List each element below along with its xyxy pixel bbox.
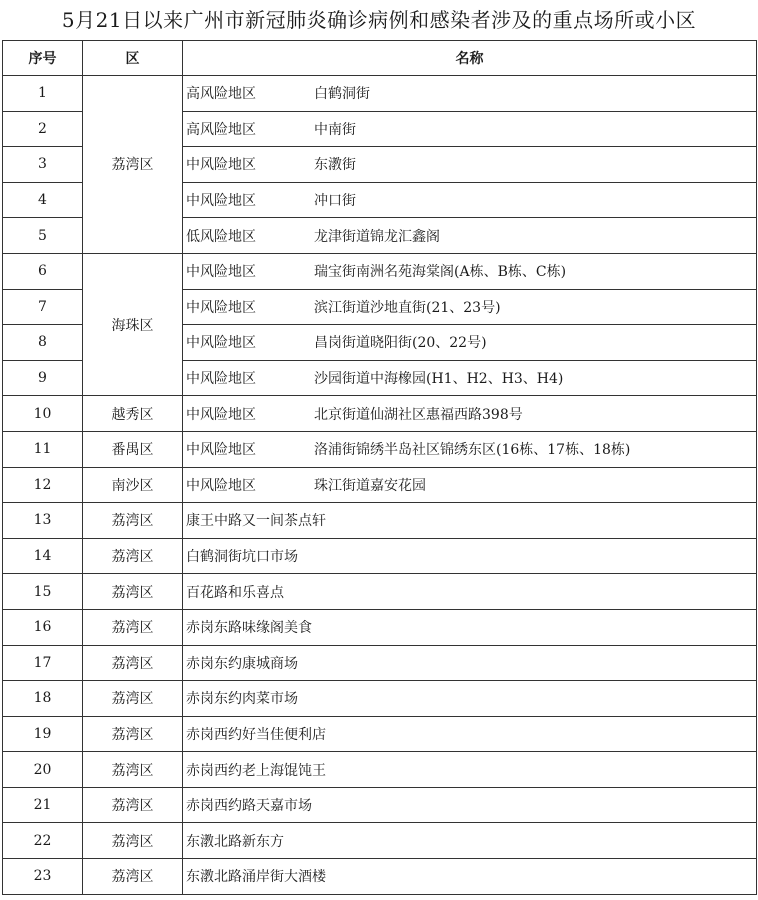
row-district: 荔湾区 <box>83 752 183 788</box>
row-district: 荔湾区 <box>83 574 183 610</box>
row-district: 荔湾区 <box>83 76 183 254</box>
row-name: 赤岗西约老上海馄饨王 <box>183 752 757 788</box>
row-name: 赤岗东约肉菜市场 <box>183 681 757 717</box>
table-body <box>3 76 757 895</box>
risk-level: 高风险地区 <box>186 121 256 138</box>
row-name-cell <box>183 396 757 432</box>
row-number: 1 <box>3 76 83 112</box>
row-district: 荔湾区 <box>83 859 183 895</box>
row-number: 17 <box>3 645 83 681</box>
row-number: 23 <box>3 859 83 895</box>
table-row <box>3 253 757 289</box>
row-name: 瑞宝街南洲名苑海棠阁(A栋、B栋、C栋) <box>314 264 567 281</box>
table-row <box>3 752 757 788</box>
risk-level: 中风险地区 <box>186 157 256 174</box>
row-number: 20 <box>3 752 83 788</box>
row-name: 珠江街道嘉安花园 <box>314 477 426 494</box>
risk-level: 中风险地区 <box>186 193 256 210</box>
table-row <box>3 609 757 645</box>
row-name: 赤岗东路味缘阁美食 <box>183 609 757 645</box>
row-name: 北京街道仙湖社区惠福西路398号 <box>314 406 523 423</box>
header-name: 名称 <box>183 41 757 76</box>
row-name: 白鹤洞街 <box>314 86 370 103</box>
row-district: 荔湾区 <box>83 609 183 645</box>
risk-level: 中风险地区 <box>186 371 256 388</box>
row-name: 赤岗西约好当佳便利店 <box>183 716 757 752</box>
row-number: 2 <box>3 111 83 147</box>
row-name: 赤岗东约康城商场 <box>183 645 757 681</box>
table-row <box>3 645 757 681</box>
table-row <box>3 681 757 717</box>
row-name-cell <box>183 325 757 361</box>
table-row <box>3 787 757 823</box>
row-name-cell <box>183 360 757 396</box>
risk-level: 低风险地区 <box>186 228 256 245</box>
row-district: 荔湾区 <box>83 645 183 681</box>
row-name-cell <box>183 289 757 325</box>
row-number: 4 <box>3 182 83 218</box>
row-name-cell <box>183 467 757 503</box>
row-name: 白鹤洞街坑口市场 <box>183 538 757 574</box>
row-district: 荔湾区 <box>83 787 183 823</box>
row-number: 6 <box>3 253 83 289</box>
risk-level: 中风险地区 <box>186 335 256 352</box>
row-name-cell <box>183 218 757 254</box>
row-district: 荔湾区 <box>83 538 183 574</box>
row-name: 东漖街 <box>314 157 356 174</box>
row-name: 康王中路又一间茶点轩 <box>183 503 757 539</box>
table-row <box>3 76 757 112</box>
places-table <box>2 40 757 895</box>
row-number: 11 <box>3 431 83 467</box>
row-number: 5 <box>3 218 83 254</box>
table-row <box>3 503 757 539</box>
row-name-cell <box>183 253 757 289</box>
risk-level: 高风险地区 <box>186 86 256 103</box>
row-name: 赤岗西约路天嘉市场 <box>183 787 757 823</box>
table-row <box>3 538 757 574</box>
row-number: 8 <box>3 325 83 361</box>
row-number: 19 <box>3 716 83 752</box>
table-row <box>3 431 757 467</box>
row-district: 海珠区 <box>83 253 183 395</box>
table-row <box>3 467 757 503</box>
row-name-cell <box>183 431 757 467</box>
row-name: 百花路和乐喜点 <box>183 574 757 610</box>
table-row <box>3 823 757 859</box>
row-name: 冲口街 <box>314 193 356 210</box>
row-district: 荔湾区 <box>83 503 183 539</box>
row-number: 10 <box>3 396 83 432</box>
row-number: 15 <box>3 574 83 610</box>
row-name-cell <box>183 147 757 183</box>
risk-level: 中风险地区 <box>186 264 256 281</box>
row-name: 东漖北路涌岸街大酒楼 <box>183 859 757 895</box>
row-number: 18 <box>3 681 83 717</box>
risk-level: 中风险地区 <box>186 477 256 494</box>
header-no: 序号 <box>3 41 83 76</box>
table-row <box>3 716 757 752</box>
row-district: 番禺区 <box>83 431 183 467</box>
risk-level: 中风险地区 <box>186 406 256 423</box>
row-district: 南沙区 <box>83 467 183 503</box>
row-district: 荔湾区 <box>83 681 183 717</box>
row-name-cell <box>183 111 757 147</box>
table-row <box>3 859 757 895</box>
document-title: 5月21日以来广州市新冠肺炎确诊病例和感染者涉及的重点场所或小区 <box>61 8 697 32</box>
table-row <box>3 396 757 432</box>
row-name: 滨江街道沙地直街(21、23号) <box>314 299 501 316</box>
row-name: 中南街 <box>314 121 356 138</box>
header-row <box>3 41 757 76</box>
row-number: 3 <box>3 147 83 183</box>
row-name: 昌岗街道晓阳街(20、22号) <box>314 335 487 352</box>
row-name: 洛浦街锦绣半岛社区锦绣东区(16栋、17栋、18栋) <box>314 442 631 459</box>
row-number: 9 <box>3 360 83 396</box>
row-district: 荔湾区 <box>83 716 183 752</box>
row-number: 16 <box>3 609 83 645</box>
row-number: 7 <box>3 289 83 325</box>
row-number: 13 <box>3 503 83 539</box>
risk-level: 中风险地区 <box>186 442 256 459</box>
table-row <box>3 574 757 610</box>
row-number: 14 <box>3 538 83 574</box>
risk-level: 中风险地区 <box>186 299 256 316</box>
row-name-cell <box>183 182 757 218</box>
header-district: 区 <box>83 41 183 76</box>
row-number: 22 <box>3 823 83 859</box>
row-district: 荔湾区 <box>83 823 183 859</box>
row-name: 东漖北路新东方 <box>183 823 757 859</box>
row-number: 21 <box>3 787 83 823</box>
row-name: 龙津街道锦龙汇鑫阁 <box>314 228 440 245</box>
row-number: 12 <box>3 467 83 503</box>
row-name-cell <box>183 76 757 112</box>
row-district: 越秀区 <box>83 396 183 432</box>
row-name: 沙园街道中海橡园(H1、H2、H3、H4) <box>314 371 564 388</box>
